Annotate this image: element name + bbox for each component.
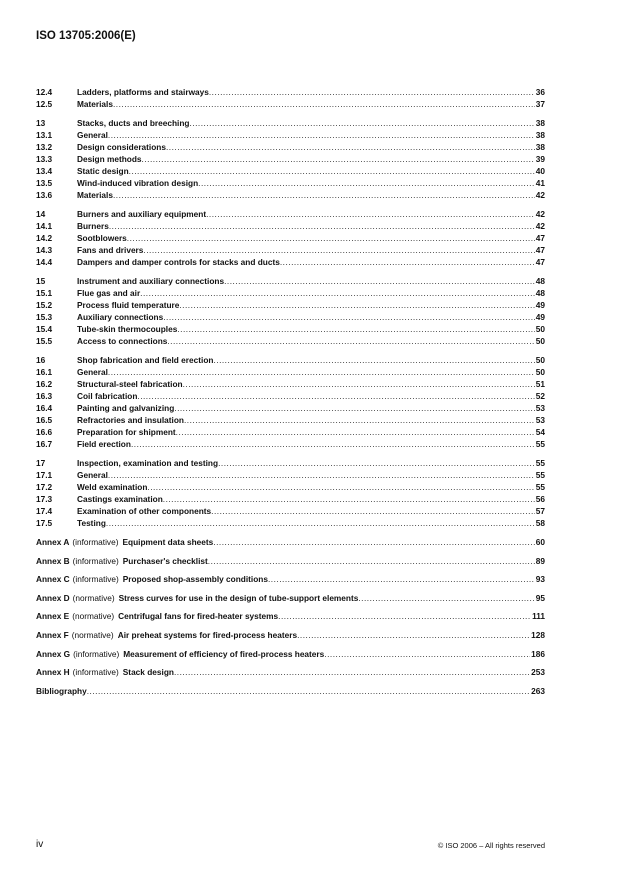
toc-entry[interactable] — [36, 232, 545, 244]
toc-entry-number: 12.5 — [36, 99, 53, 109]
dot-leader — [163, 311, 535, 323]
dot-leader — [183, 378, 535, 390]
toc-entry-title: Ladders, platforms and stairways — [77, 87, 209, 97]
toc-entry-page: 89 — [535, 555, 545, 566]
toc-entry[interactable] — [36, 414, 545, 426]
toc-entry-number: 16.2 — [36, 379, 53, 389]
toc-entry-title: Instrument and auxiliary connections — [77, 276, 225, 286]
toc-entry-title: Access to connections — [77, 336, 168, 346]
annex-label: Annex A — [36, 537, 70, 547]
toc-entry-title: Process fluid temperature — [77, 300, 180, 310]
toc-entry-page: 54 — [535, 427, 545, 437]
toc-entry[interactable] — [36, 177, 545, 189]
toc-entry-title: Fans and drivers — [77, 245, 144, 255]
toc-entry-page: 55 — [535, 470, 545, 480]
toc-entry-title: Coil fabrication — [77, 391, 138, 401]
toc-entry-page: 95 — [535, 592, 545, 603]
copyright-notice: © ISO 2006 – All rights reserved — [437, 841, 545, 850]
dot-leader — [142, 153, 535, 165]
toc-entry-title: Design methods — [77, 154, 142, 164]
dot-leader — [163, 493, 535, 505]
dot-leader — [268, 573, 535, 592]
annex-label: Annex G — [36, 648, 71, 659]
toc-entry[interactable] — [36, 86, 545, 98]
dot-leader — [140, 287, 535, 299]
toc-entry-number: 15.1 — [36, 288, 53, 298]
dot-leader — [174, 402, 535, 414]
toc-entry-number: 14.2 — [36, 233, 53, 243]
dot-leader — [127, 232, 535, 244]
annex-entry[interactable] — [36, 536, 545, 555]
toc-entry-title: Auxiliary connections — [77, 312, 164, 322]
toc-entry-title: Flue gas and air — [77, 288, 141, 298]
toc-entry-title: Shop fabrication and field erection — [77, 355, 214, 365]
toc-entry-page: 42 — [535, 190, 545, 200]
toc-entry-title: Painting and galvanizing — [77, 403, 175, 413]
toc-entry-page: 37 — [535, 99, 545, 109]
dot-leader — [184, 414, 535, 426]
toc-entry-number: 16.7 — [36, 439, 53, 449]
toc-entry[interactable] — [36, 366, 545, 378]
dot-leader — [358, 592, 534, 611]
toc-entry[interactable] — [36, 354, 545, 366]
dot-leader — [174, 666, 530, 685]
toc-entry-title: Stacks, ducts and breeching — [77, 118, 190, 128]
toc-entry-page: 42 — [535, 209, 545, 219]
toc-entry-title: Bibliography — [36, 685, 87, 696]
toc-entry[interactable] — [36, 390, 545, 402]
dot-leader — [106, 517, 535, 529]
toc-entry[interactable] — [36, 117, 545, 129]
annex-list — [36, 536, 545, 703]
toc-entry-page: 55 — [535, 458, 545, 468]
toc-entry-page: 52 — [535, 391, 545, 401]
toc-entry-page: 38 — [535, 118, 545, 128]
document-header: ISO 13705:2006(E) — [36, 30, 136, 42]
toc-entry-page: 128 — [531, 629, 545, 640]
toc-entry-title: Castings examination — [77, 494, 163, 504]
toc-entry-number: 17.2 — [36, 482, 53, 492]
toc-entry-number: 16 — [36, 355, 46, 365]
toc-entry-number: 14.1 — [36, 221, 53, 231]
toc-entry-page: 55 — [535, 482, 545, 492]
toc-entry-number: 13.6 — [36, 190, 53, 200]
toc-entry-page: 48 — [535, 276, 545, 286]
toc-entry-title: Equipment data sheets — [122, 537, 214, 547]
toc-entry-page: 47 — [535, 233, 545, 243]
annex-entry[interactable] — [36, 555, 545, 574]
toc-entry-number: 15 — [36, 276, 46, 286]
toc-section-group — [36, 457, 545, 529]
toc-entry-title: Purchaser's checklist — [122, 555, 208, 566]
toc-entry-number: 14 — [36, 209, 46, 219]
dot-leader — [198, 177, 535, 189]
toc-entry[interactable] — [36, 141, 545, 153]
toc-entry-title: General — [77, 470, 108, 480]
toc-entry-title: Wind-induced vibration design — [77, 178, 199, 188]
annex-label: Annex E — [36, 611, 70, 622]
toc-entry-page: 60 — [535, 537, 545, 547]
toc-entry-number: 16.3 — [36, 391, 53, 401]
toc-entry-number: 13.3 — [36, 154, 53, 164]
toc-entry[interactable] — [36, 517, 545, 529]
toc-entry[interactable] — [36, 505, 545, 517]
dot-leader — [108, 129, 535, 141]
toc-entry-page: 49 — [535, 300, 545, 310]
toc-entry-page: 51 — [535, 379, 545, 389]
toc-entry-page: 41 — [535, 178, 545, 188]
dot-leader — [324, 648, 530, 667]
toc-entry-page: 55 — [535, 439, 545, 449]
toc-entry[interactable] — [36, 256, 545, 268]
toc-entry-title: Static design — [77, 166, 129, 176]
toc-entry-number: 13.1 — [36, 130, 53, 140]
dot-leader — [131, 438, 535, 450]
toc-entry[interactable] — [36, 335, 545, 347]
toc-entry[interactable] — [36, 378, 545, 390]
toc-entry[interactable] — [36, 189, 545, 201]
toc-entry-page: 36 — [535, 87, 545, 97]
dot-leader — [206, 208, 535, 220]
dot-leader — [87, 685, 530, 704]
toc-entry-number: 16.4 — [36, 403, 53, 413]
toc-entry[interactable] — [36, 287, 545, 299]
toc-section-group — [36, 86, 545, 110]
toc-entry-page: 93 — [535, 574, 545, 585]
dot-leader — [179, 299, 534, 311]
toc-entry-number: 15.2 — [36, 300, 53, 310]
annex-label: Annex C — [36, 574, 70, 585]
toc-entry-number: 17.3 — [36, 494, 53, 504]
toc-entry-number: 14.3 — [36, 245, 53, 255]
toc-entry[interactable] — [36, 426, 545, 438]
toc-section-group — [36, 117, 545, 201]
toc-entry-number: 17.4 — [36, 506, 53, 516]
toc-entry-title: Materials — [77, 190, 113, 200]
toc-entry[interactable] — [36, 438, 545, 450]
annex-kind: (informative) — [72, 555, 119, 566]
toc-entry-title: Preparation for shipment — [77, 427, 176, 437]
annex-kind: (informative) — [73, 648, 120, 659]
annex-kind: (normative) — [72, 611, 115, 622]
toc-entry-title: Burners and auxiliary equipment — [77, 209, 207, 219]
dot-leader — [278, 610, 531, 629]
toc-entry-page: 38 — [535, 130, 545, 140]
toc-entry[interactable] — [36, 457, 545, 469]
toc-entry-title: Materials — [77, 99, 113, 109]
toc-entry-page: 111 — [532, 611, 545, 622]
toc-entry-title: Refractories and insulation — [77, 415, 184, 425]
toc-section-group — [36, 208, 545, 268]
toc-entry[interactable] — [36, 129, 545, 141]
dot-leader — [147, 481, 534, 493]
toc-entry-title: Tube-skin thermocouples — [77, 324, 178, 334]
toc-entry[interactable] — [36, 153, 545, 165]
toc-entry-page: 50 — [535, 355, 545, 365]
toc-entry[interactable] — [36, 469, 545, 481]
toc-entry-title: Stack design — [122, 667, 174, 678]
toc-entry-title: Examination of other components — [77, 506, 212, 516]
toc-entry[interactable] — [36, 311, 545, 323]
toc-entry-number: 15.3 — [36, 312, 53, 322]
annex-label: Annex H — [36, 667, 70, 678]
table-of-contents — [36, 86, 545, 703]
toc-entry-title: Inspection, examination and testing — [77, 458, 219, 468]
dot-leader — [213, 354, 534, 366]
toc-entry-title: General — [77, 367, 108, 377]
annex-entry[interactable] — [36, 573, 545, 592]
toc-entry-page: 40 — [535, 166, 545, 176]
toc-entry-number: 13 — [36, 118, 46, 128]
toc-entry-number: 13.5 — [36, 178, 53, 188]
toc-entry-title: Stress curves for use in the design of tube-support elements — [118, 592, 359, 603]
toc-entry-title: Testing — [77, 518, 106, 528]
dot-leader — [137, 390, 534, 402]
annex-entry[interactable] — [36, 629, 545, 648]
toc-entry[interactable] — [36, 299, 545, 311]
annex-label: Annex B — [36, 555, 70, 566]
toc-entry-title: General — [77, 130, 108, 140]
toc-entry-page: 263 — [531, 685, 545, 696]
toc-entry-title: Centrifugal fans for fired-heater systems — [118, 611, 279, 622]
annex-kind: (normative) — [72, 592, 115, 603]
toc-entry-title: Sootblowers — [77, 233, 127, 243]
page-number: iv — [36, 839, 44, 850]
dot-leader — [143, 244, 534, 256]
toc-entry[interactable] — [36, 208, 545, 220]
dot-leader — [176, 426, 535, 438]
dot-leader — [209, 86, 535, 98]
dot-leader — [218, 457, 535, 469]
toc-entry[interactable] — [36, 275, 545, 287]
toc-entry[interactable] — [36, 244, 545, 256]
toc-entry-page: 186 — [531, 648, 545, 659]
toc-entry-page: 48 — [535, 288, 545, 298]
annex-entry[interactable] — [36, 666, 545, 685]
toc-entry[interactable] — [36, 98, 545, 110]
toc-entry[interactable] — [36, 402, 545, 414]
toc-entry-page: 50 — [535, 367, 545, 377]
toc-section-group — [36, 354, 545, 450]
dot-leader — [280, 256, 535, 268]
toc-entry[interactable] — [36, 481, 545, 493]
toc-entry[interactable] — [36, 493, 545, 505]
toc-entry-number: 17 — [36, 458, 46, 468]
dot-leader — [109, 220, 535, 232]
toc-entry-title: Weld examination — [77, 482, 148, 492]
toc-entry-number: 12.4 — [36, 87, 53, 97]
toc-entry-page: 42 — [535, 221, 545, 231]
toc-entry-page: 49 — [535, 312, 545, 322]
toc-entry-page: 47 — [535, 245, 545, 255]
toc-entry[interactable] — [36, 323, 545, 335]
toc-entry-number: 13.2 — [36, 142, 53, 152]
annex-kind: (informative) — [72, 537, 119, 547]
toc-entry-number: 16.5 — [36, 415, 53, 425]
dot-leader — [108, 469, 535, 481]
dot-leader — [113, 189, 535, 201]
toc-entry-number: 16.1 — [36, 367, 53, 377]
dot-leader — [190, 117, 535, 129]
toc-entry-number: 13.4 — [36, 166, 53, 176]
toc-entry-number: 17.5 — [36, 518, 53, 528]
toc-section-group — [36, 275, 545, 347]
annex-entry[interactable] — [36, 610, 545, 629]
toc-entry-page: 50 — [535, 324, 545, 334]
annex-label: Annex D — [36, 592, 70, 603]
toc-entry-page: 56 — [535, 494, 545, 504]
toc-entry-number: 15.5 — [36, 336, 53, 346]
dot-leader — [129, 165, 535, 177]
toc-entry[interactable] — [36, 220, 545, 232]
toc-entry-page: 50 — [535, 336, 545, 346]
toc-entry-title: Proposed shop-assembly conditions — [122, 574, 268, 585]
toc-entry-title: Burners — [77, 221, 109, 231]
dot-leader — [213, 536, 534, 555]
toc-entry-number: 17.1 — [36, 470, 53, 480]
dot-leader — [297, 629, 530, 648]
toc-entry-page: 38 — [535, 142, 545, 152]
toc-entry-number: 16.6 — [36, 427, 53, 437]
annex-label: Annex F — [36, 629, 69, 640]
toc-entry-number: 14.4 — [36, 257, 53, 267]
dot-leader — [211, 505, 535, 517]
toc-entry-page: 57 — [535, 506, 545, 516]
dot-leader — [113, 98, 535, 110]
toc-entry-page: 39 — [535, 154, 545, 164]
annex-kind: (normative) — [71, 629, 114, 640]
annex-kind: (informative) — [72, 667, 119, 678]
annex-entry[interactable] — [36, 592, 545, 611]
toc-entry-title: Dampers and damper controls for stacks and ducts — [77, 257, 280, 267]
toc-entry-page: 253 — [531, 667, 545, 678]
dot-leader — [108, 366, 535, 378]
annex-kind: (informative) — [72, 574, 119, 585]
bibliography-entry[interactable] — [36, 685, 545, 704]
toc-entry-page: 58 — [535, 518, 545, 528]
toc-entry-title: Field erection — [77, 439, 131, 449]
toc-entry-page: 47 — [535, 257, 545, 267]
dot-leader — [166, 141, 535, 153]
dot-leader — [177, 323, 534, 335]
toc-entry-number: 15.4 — [36, 324, 53, 334]
toc-entry-title: Design considerations — [77, 142, 166, 152]
toc-entry-page: 53 — [535, 415, 545, 425]
toc-entry-title: Structural-steel fabrication — [77, 379, 183, 389]
dot-leader — [167, 335, 534, 347]
dot-leader — [208, 555, 535, 574]
annex-entry[interactable] — [36, 648, 545, 667]
toc-entry-title: Air preheat systems for fired-process heaters — [117, 629, 298, 640]
toc-entry-title: Measurement of efficiency of fired-process heaters — [123, 648, 325, 659]
toc-entry-page: 53 — [535, 403, 545, 413]
toc-entry[interactable] — [36, 165, 545, 177]
dot-leader — [224, 275, 535, 287]
